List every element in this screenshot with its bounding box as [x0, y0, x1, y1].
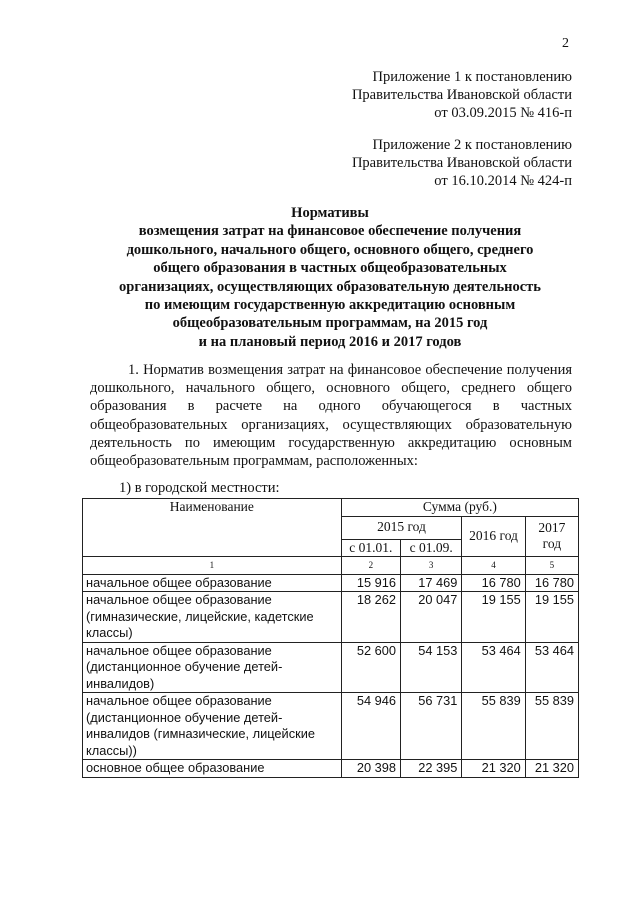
row-value: 20 398	[341, 760, 400, 778]
row-value: 19 155	[525, 592, 578, 643]
header-sum: Сумма (руб.)	[341, 499, 578, 517]
row-value: 55 839	[525, 693, 578, 760]
row-value: 22 395	[401, 760, 462, 778]
body-paragraph: 1. Норматив возмещения затрат на финансовое обеспечение получения дошкольного, начального общего, основного общего, среднего общего образования в расчете на одного обучающегося в частных общеобразовательных организациях, осуществляющих образовательную деятельность по имеющим государственную аккредитацию основным общеобразовательным программам, расположенных:	[90, 362, 572, 470]
appendix-2-line2: Правительства Ивановской области	[351, 155, 572, 171]
title-line6: по имеющим государственную аккредитацию основным	[144, 297, 516, 314]
row-value: 20 047	[401, 592, 462, 643]
title-line5: организациях, осуществляющих образовательную деятельность	[119, 278, 541, 295]
row-value: 17 469	[401, 574, 462, 592]
norms-table	[82, 498, 579, 778]
row-name: основное общее образование	[83, 760, 342, 778]
table-row	[83, 760, 579, 778]
row-value: 21 320	[525, 760, 578, 778]
row-name: начальное общее образование (дистанционное обучение детей-инвалидов)	[83, 642, 342, 693]
title-line3: дошкольного, начального общего, основного общего, среднего	[126, 241, 534, 258]
title-line8: и на плановый период 2016 и 2017 годов	[198, 333, 462, 350]
column-number-row	[83, 557, 579, 575]
row-value: 53 464	[462, 642, 525, 693]
header-from-0109: с 01.09.	[401, 539, 462, 557]
header-from-0101: с 01.01.	[341, 539, 400, 557]
row-value: 15 916	[341, 574, 400, 592]
table-row	[83, 574, 579, 592]
row-name: начальное общее образование (дистанционное обучение детей-инвалидов (гимназические, лицейские классы))	[83, 693, 342, 760]
title-line1: Нормативы	[291, 205, 369, 221]
page-number: 2	[562, 36, 569, 51]
row-value: 56 731	[401, 693, 462, 760]
row-value: 52 600	[341, 642, 400, 693]
row-value: 53 464	[525, 642, 578, 693]
row-value: 18 262	[341, 592, 400, 643]
appendix-2-note	[352, 136, 572, 190]
row-value: 16 780	[462, 574, 525, 592]
document-title	[60, 204, 600, 351]
appendix-1-line1: Приложение 1 к постановлению	[372, 69, 572, 85]
col-number: 4	[462, 557, 525, 575]
table-row	[83, 693, 579, 760]
header-2016: 2016 год	[462, 516, 525, 557]
appendix-2-line1: Приложение 2 к постановлению	[372, 137, 572, 153]
row-value: 16 780	[525, 574, 578, 592]
row-value: 21 320	[462, 760, 525, 778]
appendix-1-line2: Правительства Ивановской области	[351, 87, 572, 103]
col-number: 3	[401, 557, 462, 575]
header-2015: 2015 год	[341, 516, 462, 539]
row-value: 19 155	[462, 592, 525, 643]
title-line4: общего образования в частных общеобразовательных	[153, 260, 507, 277]
title-line2: возмещения затрат на финансовое обеспечение получения	[138, 223, 522, 240]
header-name: Наименование	[83, 499, 342, 557]
appendix-2-line3: от 16.10.2014 № 424-п	[434, 173, 572, 189]
appendix-1-note	[352, 68, 572, 122]
col-number: 1	[83, 557, 342, 575]
section-subheading: 1) в городской местности:	[119, 480, 280, 496]
col-number: 2	[341, 557, 400, 575]
title-line7: общеобразовательным программам, на 2015 год	[172, 315, 488, 332]
row-value: 54 946	[341, 693, 400, 760]
row-value: 54 153	[401, 642, 462, 693]
table-row	[83, 642, 579, 693]
row-name: начальное общее образование (гимназические, лицейские, кадетские классы)	[83, 592, 342, 643]
header-2017: 2017 год	[525, 516, 578, 557]
appendix-1-line3: от 03.09.2015 № 416-п	[434, 105, 572, 121]
row-name: начальное общее образование	[83, 574, 342, 592]
row-value: 55 839	[462, 693, 525, 760]
col-number: 5	[525, 557, 578, 575]
table-row	[83, 592, 579, 643]
